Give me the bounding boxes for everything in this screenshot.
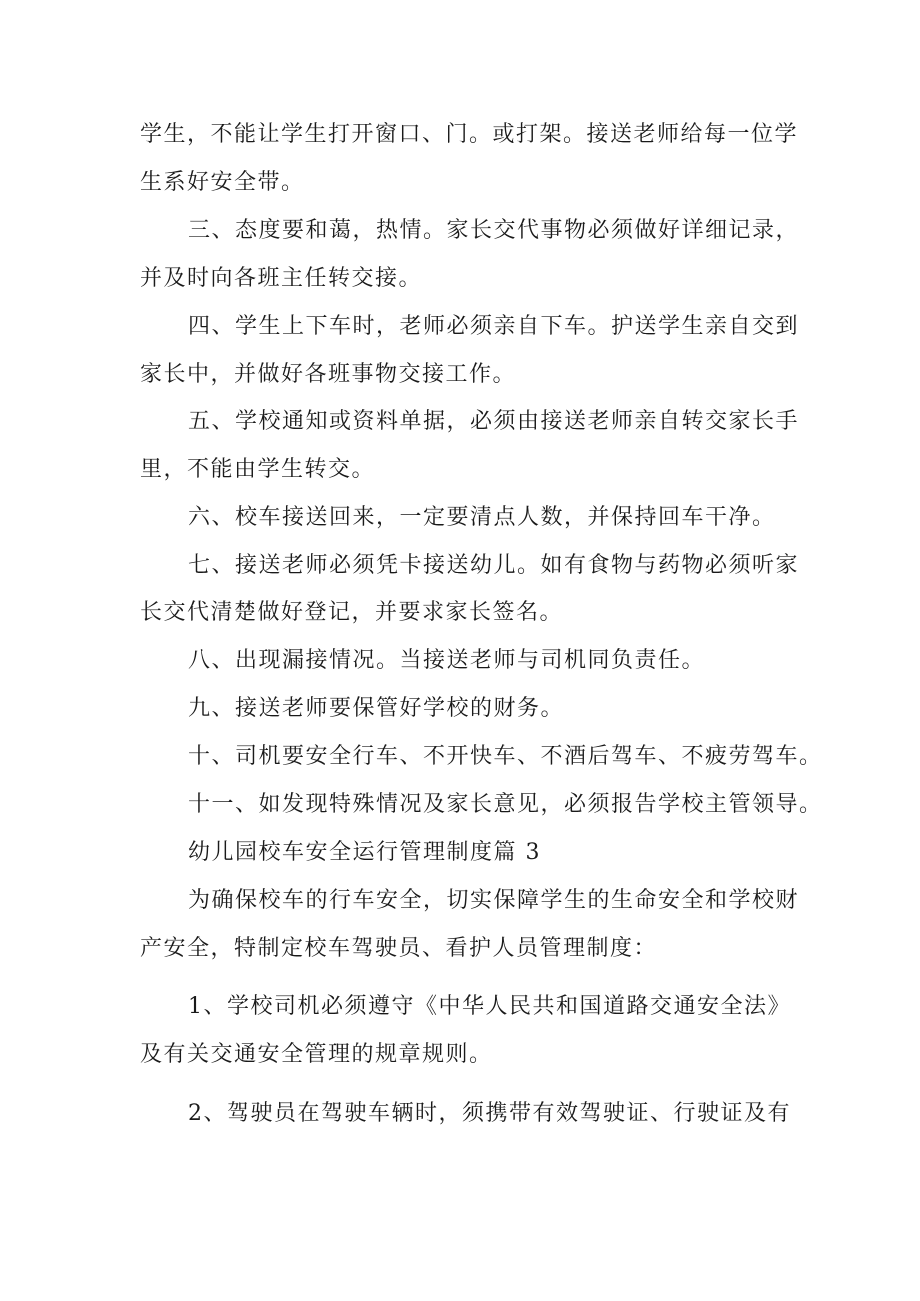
text-line: 八、出现漏接情况。当接送老师与司机同负责任。 <box>188 648 706 673</box>
text-line: 产安全，特制定校车驾驶员、看护人员管理制度： <box>140 936 658 961</box>
text-line: 六、校车接送回来，一定要清点人数，并保持回车干净。 <box>188 505 776 530</box>
text-line: 三、态度要和蔼，热情。家长交代事物必须做好详细记录， <box>188 218 800 243</box>
text-line: 学生，不能让学生打开窗口、门。或打架。接送老师给每一位学 <box>140 122 799 147</box>
text-line: 十一、如发现特殊情况及家长意见，必须报告学校主管领导。 <box>188 792 823 817</box>
text-line: 为确保校车的行车安全，切实保障学生的生命安全和学校财 <box>188 888 800 913</box>
text-line: 生系好安全带。 <box>140 170 305 195</box>
text-line: 1、学校司机必须遵守《中华人民共和国道路交通安全法》 <box>188 994 791 1019</box>
text-line: 家长中，并做好各班事物交接工作。 <box>140 362 517 387</box>
text-line: 长交代清楚做好登记，并要求家长签名。 <box>140 600 564 625</box>
text-line: 九、接送老师要保管好学校的财务。 <box>188 696 565 721</box>
text-line: 里，不能由学生转交。 <box>140 457 376 482</box>
section-title: 幼儿园校车安全运行管理制度篇 3 <box>188 840 541 865</box>
text-line: 五、学校通知或资料单据，必须由接送老师亲自转交家长手 <box>188 409 800 434</box>
text-line: 四、学生上下车时，老师必须亲自下车。护送学生亲自交到 <box>188 314 800 339</box>
text-line: 及有关交通安全管理的规章规则。 <box>140 1042 493 1067</box>
text-line: 并及时向各班主任转交接。 <box>140 266 423 291</box>
text-line: 七、接送老师必须凭卡接送幼儿。如有食物与药物必须听家 <box>188 553 800 578</box>
text-line: 2、驾驶员在驾驶车辆时，须携带有效驾驶证、行驶证及有 <box>188 1101 791 1126</box>
text-line: 十、司机要安全行车、不开快车、不酒后驾车、不疲劳驾车。 <box>188 744 823 769</box>
